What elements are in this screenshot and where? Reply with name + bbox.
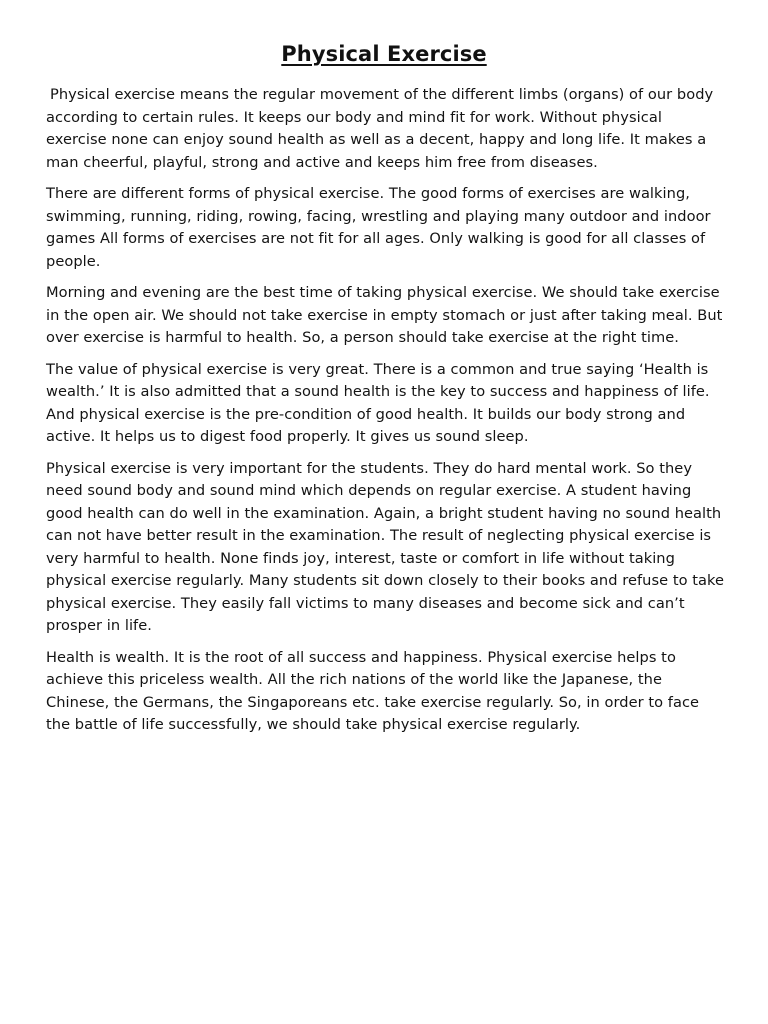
paragraph-students: Physical exercise is very important for the students. They do hard mental work. So they need sound body and sound mind which depends on regular exercise. A student having good health can do well in the examination. Again, a bright student having no sound health can not have better result in the examination. The result of neglecting physical exercise is very harmful to health. None finds joy, interest, taste or comfort in life without taking physical exercise regularly. Many students sit down closely to their books and refuse to take physical exercise. They easily fall victims to many diseases and become sick and can’t prosper in life. xyxy=(46,459,725,634)
document-body xyxy=(46,84,726,746)
paragraph-conclusion: Health is wealth. It is the root of all success and happiness. Physical exercise helps to achieve this priceless wealth. All the rich nations of the world like the Japanese, the Chinese, the Germans, the Singaporeans etc. take exercise regularly. So, in order to face the battle of life successfully, we should take physical exercise regularly. xyxy=(46,648,700,733)
document-title: Physical Exercise xyxy=(281,42,487,66)
paragraph-timing: Morning and evening are the best time of taking physical exercise. We should take exercise in the open air. We should not take exercise in empty stomach or just after taking meal. But over exercise is harmful to health. So, a person should take exercise at the right time. xyxy=(46,284,723,346)
paragraph-definition: Physical exercise means the regular movement of the different limbs (organs) of our body according to certain rules. It keeps our body and mind fit for work. Without physical exercise none can enjoy sound health as well as a decent, happy and long life. It makes a man cheerful, playful, strong and active and keeps him free from diseases. xyxy=(46,86,714,171)
paragraph-value: The value of physical exercise is very great. There is a common and true saying ‘Health is wealth.’ It is also admitted that a sound health is the key to success and happiness of life. And physical exercise is the pre-condition of good health. It builds our body strong and active. It helps us to digest food properly. It gives us sound sleep. xyxy=(46,360,710,445)
paragraph-forms: There are different forms of physical exercise. The good forms of exercises are walking, swimming, running, riding, rowing, facing, wrestling and playing many outdoor and indoor games All forms of exercises are not fit for all ages. Only walking is good for all classes of people. xyxy=(46,185,711,270)
